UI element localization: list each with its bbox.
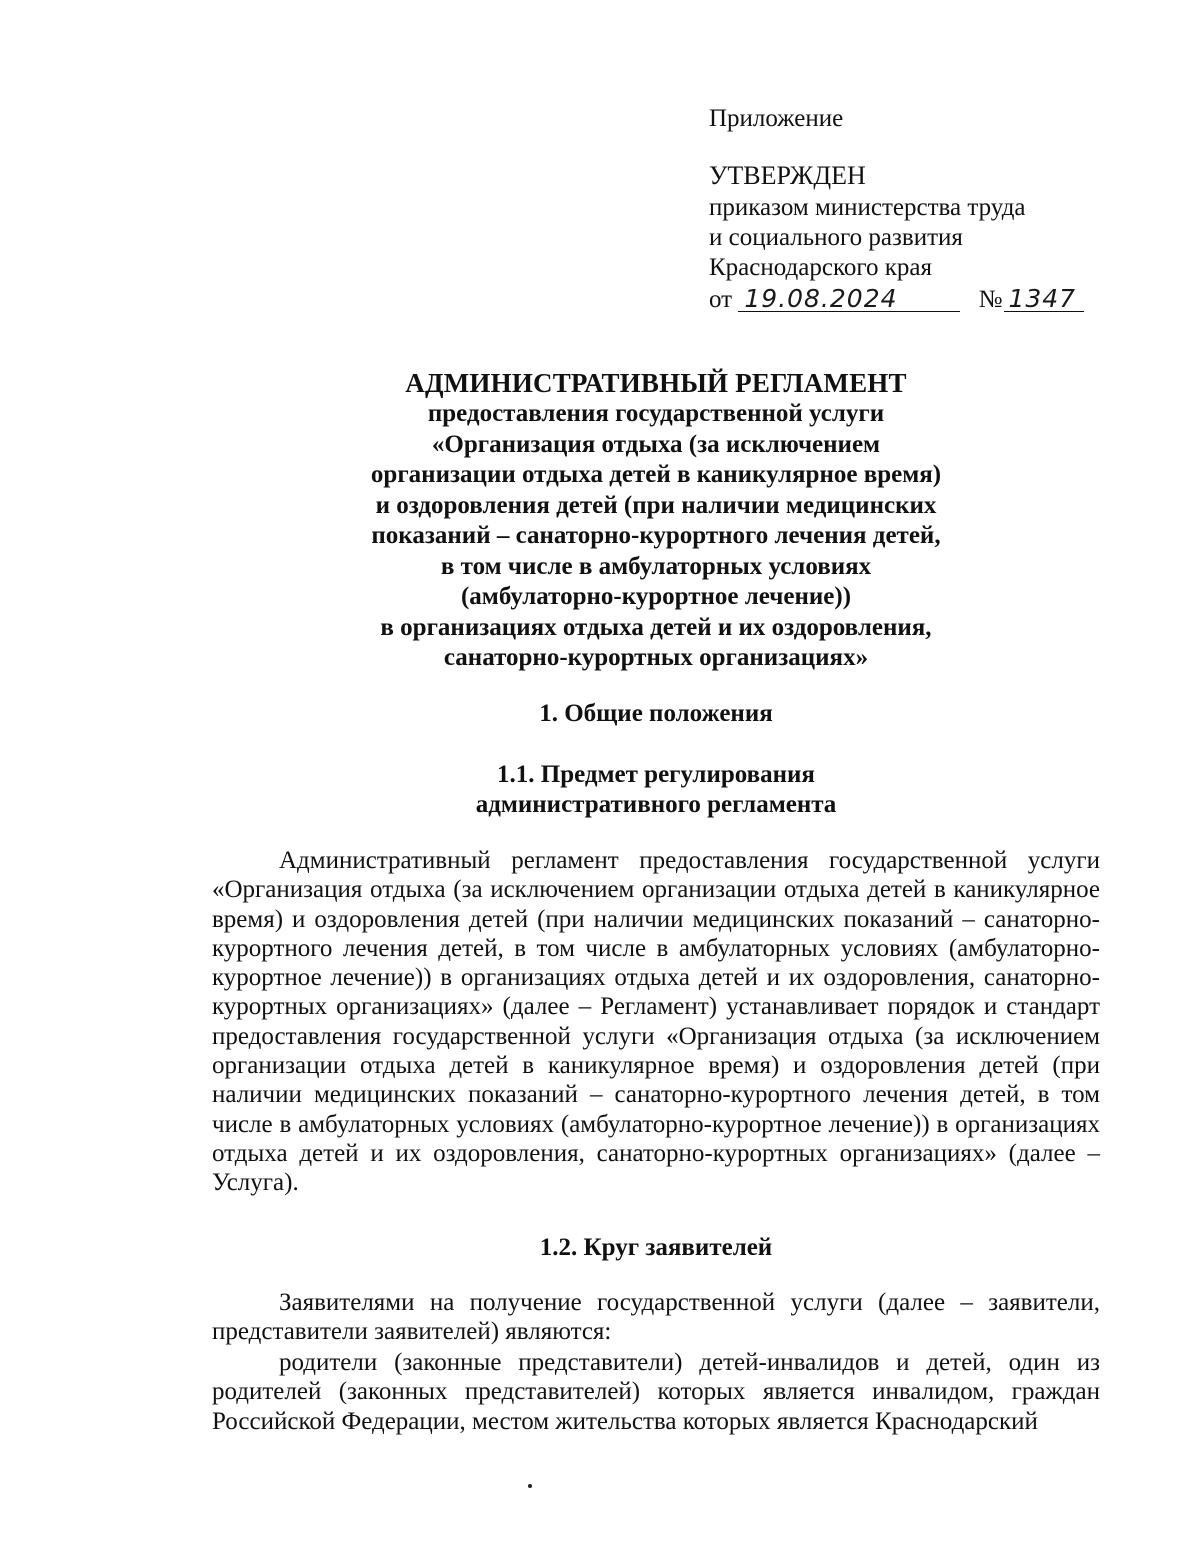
title-line: «Организация отдыха (за исключением [431,430,881,458]
title-line: организации отдыха детей в каникулярное время) [370,461,942,488]
approval-line: приказом министерства труда [709,194,1026,221]
order-date-number-line [709,285,1129,315]
page-dot-mark [528,1484,532,1488]
title-line: в том числе в амбулаторных условиях [440,552,872,580]
number-sign: № [978,286,1003,313]
heading-line: 1.1. Предмет регулирования [497,761,815,788]
title-line: в организациях отдыха детей и их оздоровления, [380,613,932,641]
title-line: показаний – санаторно-курортного лечения детей, [371,522,941,549]
date-prefix: от [709,286,733,313]
title-main: АДМИНИСТРАТИВНЫЙ РЕГЛАМЕНТ [405,368,907,398]
section-heading-general: 1. Общие положения [539,700,773,727]
regulation-paragraph: Административный регламент предоставления государственной услуги «Организация отдыха (за исключением организации отдыха детей в каникулярное время) и оздоровления детей (при наличии медицинских показаний – санаторно-курортного лечения детей, в том числе в амбулаторных условиях (амбулаторно-курортное лечение)) в организациях отдыха детей и их оздоровления, санаторно-курортных организациях» (далее – Регламент) устанавливает порядок и стандарт предоставления государственной услуги «Организация отдыха (за исключением организации отдыха детей в каникулярное время) и оздоровления детей (при наличии медицинских показаний – санаторно-курортного лечения детей, в том числе в амбулаторных условиях (амбулаторно-курортное лечение)) в организациях отдыха детей и их оздоровления, санаторно-курортных организациях» (далее – Услуга). [212,847,1100,1197]
approval-line: Краснодарского края [709,254,932,281]
handwritten-date: 19.08.2024 [738,287,960,312]
approved-label: УТВЕРЖДЕН [709,161,866,190]
applicants-intro-paragraph: Заявителями на получение государственной услуги (далее – заявители, представители заявителей) являются: [212,1289,1100,1346]
appendix-label: Приложение [709,105,844,132]
heading-line: административного регламента [475,791,837,818]
applicants-parents-paragraph: родители (законные представители) детей-инвалидов и детей, один из родителей (законных представителей) которых является инвалидом, граждан Российской Федерации, местом жительства которых является Краснодарский [212,1349,1100,1435]
title-line: санаторно-курортных организациях» [443,644,869,671]
document-title [200,367,1112,674]
title-line: (амбулаторно-курортное лечение)) [460,583,852,610]
section-heading-applicants: 1.2. Круг заявителей [539,1234,773,1261]
approval-line: и социального развития [709,224,963,251]
title-line: предоставления государственной услуги [427,400,885,427]
handwritten-number: 1347 [1004,287,1084,312]
section-heading-subject [200,760,1112,820]
title-line: и оздоровления детей (при наличии медицинских [375,491,937,519]
approval-block [709,104,1129,315]
